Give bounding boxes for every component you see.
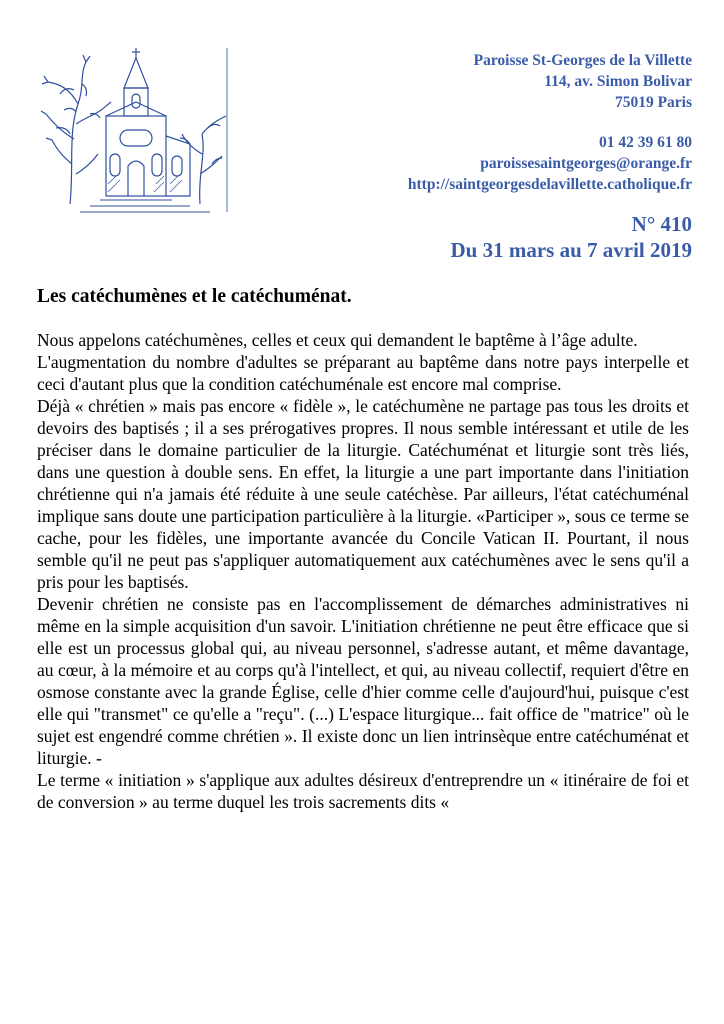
- church-sketch-icon: [40, 44, 230, 216]
- article-body: [37, 329, 689, 813]
- article-paragraph: L'augmentation du nombre d'adultes se préparant au baptême dans notre pays interpelle et ceci d'autant plus que la condition catéchuménale est encore mal comprise.: [37, 352, 689, 394]
- parish-header: [408, 50, 692, 195]
- article-paragraph: Nous appelons catéchumènes, celles et ceux qui demandent le baptême à l’âge adulte.: [37, 330, 638, 350]
- article-title: Les catéchumènes et le catéchuménat.: [37, 286, 352, 307]
- article-paragraph: Le terme « initiation » s'applique aux adultes désireux d'entreprendre un « itinéraire de foi et de conversion » au terme duquel les trois sacrements dits «: [37, 770, 689, 812]
- parish-phone: 01 42 39 61 80: [599, 134, 692, 151]
- parish-street: 114, av. Simon Bolivar: [544, 73, 692, 90]
- issue-info: [451, 211, 693, 263]
- article-paragraph: Devenir chrétien ne consiste pas en l'accomplissement de démarches administratives ni même en la simple acquisition d'un savoir. L'initiation chrétienne ne peut être efficace que si elle est un processus global qui, au niveau personnel, s'adresse autant, et même davantage, au cœur, à la mémoire et au corps qu'à l'intellect, et qui, au niveau collectif, requiert d'être en osmose constante avec la grande Église, celle d'hier comme celle d'aujourd'hui, puisque c'est elle qui "transmet" ce qu'elle a "reçu". (...) L'espace liturgique... fait office de "matrice" où le sujet est engendré comme chrétien ». Il existe donc un lien intrinsèque entre catéchuménat et liturgie. -: [37, 594, 689, 768]
- church-logo: [40, 44, 230, 216]
- parish-website[interactable]: http://saintgeorgesdelavillette.catholique.fr: [407, 176, 692, 193]
- issue-number: N° 410: [631, 212, 692, 236]
- article-paragraph: Déjà « chrétien » mais pas encore « fidèle », le catéchumène ne partage pas tous les droits et devoirs des baptisés ; il a ses prérogatives propres. Il nous semble intéressant et utile de les préciser dans le domaine particulier de la liturgie. Catéchuménat et liturgie sont très liés, dans une question à double sens. En effet, la liturgie a une part importante dans l'initiation chrétienne qui n'a jamais été réduite à une seule catéchèse. Par ailleurs, l'état catéchuménal implique sans doute une participation particulière à la liturgie. «Participer », sous ce terme se cache, pour les fidèles, une importante avancée du Concile Vatican II. Pourtant, il nous semble qu'il ne peut pas s'appliquer automatiquement aux catéchumènes avec le sens qu'il a pris pour les baptisés.: [37, 396, 689, 592]
- parish-email[interactable]: paroissesaintgeorges@orange.fr: [480, 155, 692, 172]
- parish-name: Paroisse St-Georges de la Villette: [473, 52, 692, 69]
- issue-dates: Du 31 mars au 7 avril 2019: [450, 238, 692, 262]
- parish-city: 75019 Paris: [614, 94, 692, 111]
